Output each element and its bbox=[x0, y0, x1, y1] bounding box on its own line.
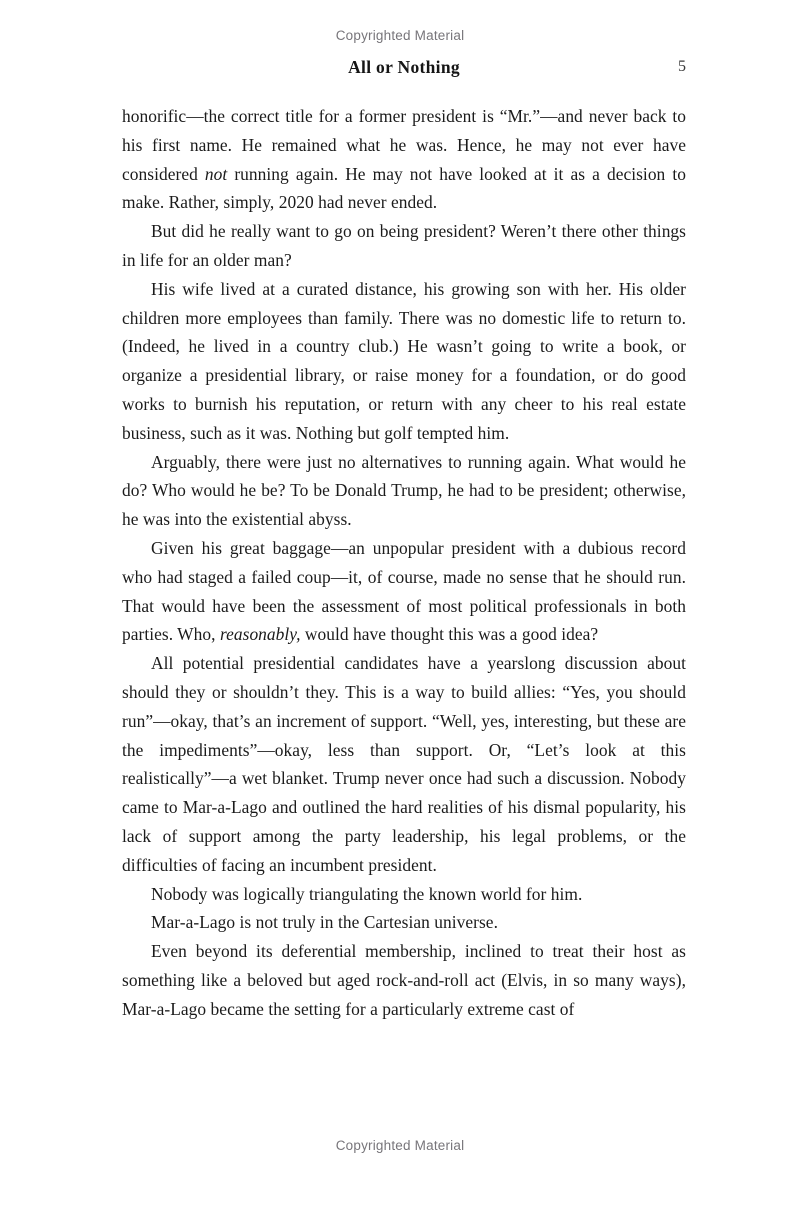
paragraph bbox=[122, 217, 686, 275]
emphasis-run: not bbox=[204, 163, 228, 184]
paragraph bbox=[122, 649, 686, 879]
body-text-column bbox=[122, 102, 686, 1024]
text-run: Nobody was logically triangulating the known world for him. bbox=[151, 883, 583, 904]
paragraph bbox=[122, 275, 686, 448]
page-number: 5 bbox=[678, 58, 686, 75]
paragraph bbox=[122, 937, 686, 1023]
copyright-watermark-bottom: Copyrighted Material bbox=[335, 1138, 465, 1153]
running-head bbox=[122, 57, 686, 81]
text-run: Given his great baggage—an unpopular president with a dubious record who had staged a failed coup—it, of course, made no sense that he should run. That would have been the assessment of most political professionals in both parties. Who, bbox=[122, 537, 686, 645]
text-run: All potential presidential candidates have a yearslong discussion about should they or shouldn’t they. This is a way to build allies: “Yes, you should run”—okay, that’s an increment of support. “Well, yes, interesting, but these are the impediments”—okay, less than support. Or, “Let’s look at this realistically”—a wet blanket. Trump never once had such a discussion. Nobody came to Mar-a-Lago and outlined the hard realities of his dismal popularity, his lack of support among the party leadership, his legal problems, or the difficulties of facing an incumbent president. bbox=[122, 653, 686, 875]
paragraph bbox=[122, 880, 686, 909]
emphasis-run: reasonably, bbox=[219, 624, 301, 645]
running-head-title: All or Nothing bbox=[348, 57, 460, 77]
paragraph bbox=[122, 534, 686, 649]
paragraph bbox=[122, 448, 686, 534]
text-run: Mar-a-Lago is not truly in the Cartesian universe. bbox=[151, 912, 498, 933]
text-run: would have thought this was a good idea? bbox=[300, 624, 599, 645]
paragraph bbox=[122, 102, 686, 217]
text-run: Arguably, there were just no alternatives to running again. What would he do? Who would he be? To be Donald Trump, he had to be president; otherwise, he was into the existential abyss. bbox=[122, 451, 686, 530]
paragraph bbox=[122, 908, 686, 937]
text-run: His wife lived at a curated distance, his growing son with her. His older children more employees than family. There was no domestic life to return to. (Indeed, he lived in a country club.) He wasn’t going to write a book, or organize a presidential library, or raise money for a foundation, or do good works to burnish his reputation, or return with any cheer to his real estate business, such as it was. Nothing but golf tempted him. bbox=[122, 278, 686, 443]
text-run: running again. He may not have looked at it as a decision to make. Rather, simply, 2020 had never ended. bbox=[122, 163, 686, 213]
text-run: But did he really want to go on being president? Weren’t there other things in life for an older man? bbox=[122, 221, 686, 270]
text-run: Even beyond its deferential membership, inclined to treat their host as something like a beloved but aged rock-and-roll act (Elvis, in so many ways), Mar-a-Lago became the setting for a particularly extreme cast of bbox=[122, 941, 686, 1019]
text-run: honorific—the correct title for a former president is “Mr.”—and never back to his first name. He remained what he was. Hence, he may not ever have considered bbox=[122, 106, 686, 184]
copyright-watermark-top: Copyrighted Material bbox=[335, 28, 465, 43]
